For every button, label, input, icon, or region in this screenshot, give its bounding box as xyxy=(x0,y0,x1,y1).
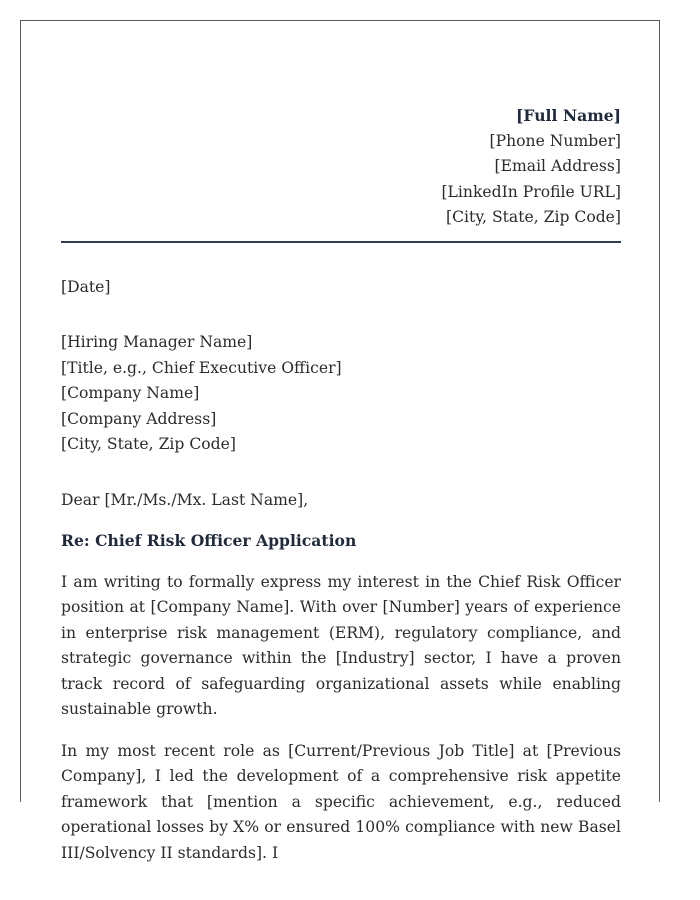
sender-city: [City, State, Zip Code] xyxy=(446,208,621,226)
sender-block xyxy=(61,103,621,231)
recipient-title: [Title, e.g., Chief Executive Officer] xyxy=(61,358,342,377)
letter-date: [Date] xyxy=(61,277,111,296)
letter-page xyxy=(20,20,660,862)
body-paragraph: I am writing to formally express my interest in the Chief Risk Officer position at [Company Name]. With over [Number] years of experience in enterprise risk management (ERM), regulatory compliance, and strategic governance within the [Industry] sector, I have a proven track record of safeguarding organizational assets while enabling sustainable growth. xyxy=(61,572,621,718)
sender-linkedin: [LinkedIn Profile URL] xyxy=(441,182,621,201)
recipient-address: [Company Address] xyxy=(61,409,217,428)
recipient-block xyxy=(61,330,621,458)
sender-name: [Full Name] xyxy=(516,106,621,125)
recipient-company: [Company Name] xyxy=(61,384,200,402)
sender-email: [Email Address] xyxy=(494,157,621,175)
subject-line: Re: Chief Risk Officer Application xyxy=(61,531,357,550)
recipient-manager: [Hiring Manager Name] xyxy=(61,333,253,351)
salutation: Dear [Mr./Ms./Mx. Last Name], xyxy=(61,490,309,509)
letter-content xyxy=(61,103,621,866)
sender-phone: [Phone Number] xyxy=(489,131,621,150)
body-paragraph: In my most recent role as [Current/Previous Job Title] at [Previous Company], I led the development of a comprehensive risk appetite framework that [mention a specific achievement, e.g., reduced operational losses by X% or ensured 100% compliance with new Basel III/Solvency II standards]. I xyxy=(61,741,621,862)
header-divider xyxy=(61,241,621,243)
recipient-city: [City, State, Zip Code] xyxy=(61,435,236,453)
